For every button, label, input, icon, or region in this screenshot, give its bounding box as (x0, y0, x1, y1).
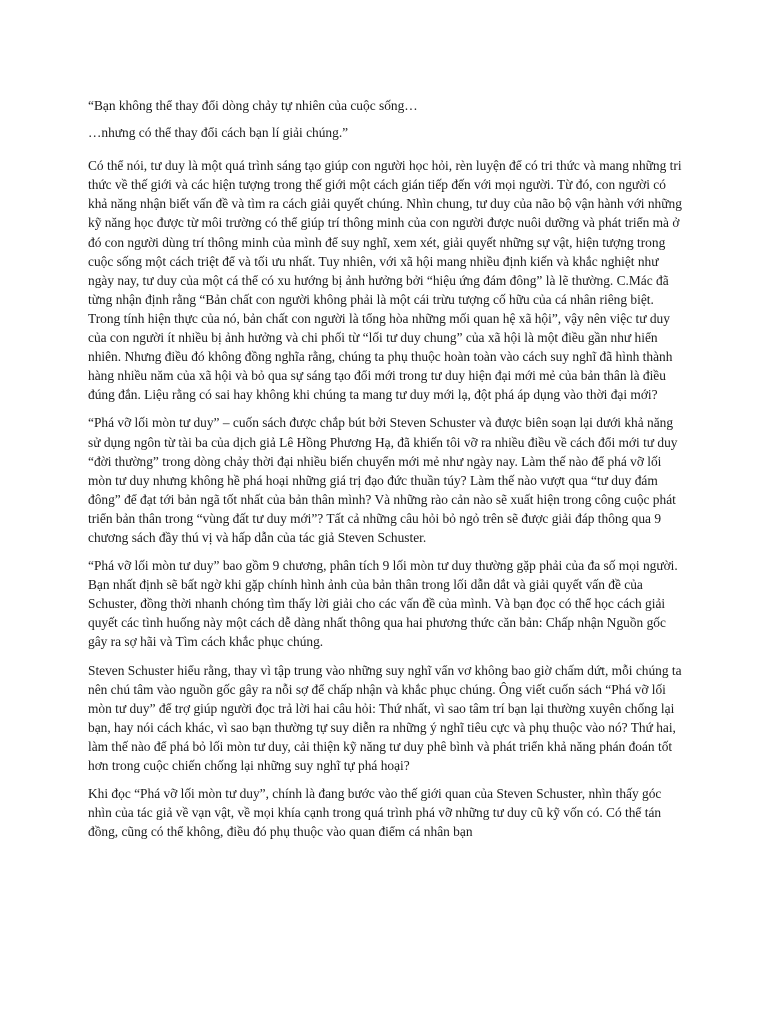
opening-quote-line-1: “Bạn không thể thay đổi dòng chảy tự nhiên của cuộc sống… (88, 98, 418, 113)
paragraph-intro: Có thể nói, tư duy là một quá trình sáng tạo giúp con người học hỏi, rèn luyện để có tri thức và mang những tri thức về thế giới và các hiện tượng trong thế giới một cách gián tiếp đến với mọi người. Từ đó, con người có khả năng nhận biết vấn đề và tìm ra cách giải quyết chúng. Nhìn chung, tư duy của não bộ vận hành với những kỹ năng học được từ môi trường có thể giúp trí thông minh của con người được nuôi dưỡng và phát triển mà ở đó con người dùng trí thông minh của mình để suy nghĩ, xem xét, giải quyết những sự vật, hiện tượng trong cuộc sống một cách triệt để và tối ưu nhất. Tuy nhiên, với xã hội mang nhiều định kiến và khắc nghiệt như ngày nay, tư duy của một cá thể có xu hướng bị ảnh hưởng bởi “hiệu ứng đám đông” là lẽ thường. C.Mác đã từng nhận định rằng “Bản chất con người không phải là một cái trừu tượng cố hữu của cá nhân riêng biệt. Trong tính hiện thực của nó, bản chất con người là tổng hòa những mối quan hệ xã hội”, vậy nên việc tư duy của con người ít nhiều bị ảnh hưởng và chi phối từ “lối tư duy chung” của xã hội là một điều gần như hiển nhiên. Nhưng điều đó không đồng nghĩa rằng, chúng ta phụ thuộc hoàn toàn vào cách suy nghĩ đã hình thành hàng nhiều năm của xã hội và bỏ qua sự sáng tạo đổi mới trong tư duy hiện đại mới mẻ của bản thân là điều đúng đắn. Liệu rằng có sai hay không khi chúng ta mang tư duy mới lạ, đột phá áp dụng vào thời đại mới? (88, 158, 682, 403)
paragraph-reading-experience: Khi đọc “Phá vỡ lối mòn tư duy”, chính là đang bước vào thế giới quan của Steven Schuster, nhìn thấy góc nhìn của tác giả về vạn vật, về mọi khía cạnh trong quá trình phá vỡ những tư duy cũ kỹ vốn có. Có thể tán đồng, cũng có thể không, điều đó phụ thuộc vào quan điểm cá nhân bạn (88, 786, 662, 840)
document-page (88, 96, 684, 850)
paragraph-book-structure: “Phá vỡ lối mòn tư duy” bao gồm 9 chương, phân tích 9 lối mòn tư duy thường gặp phải của đa số mọi người. Bạn nhất định sẽ bất ngờ khi gặp chính hình ảnh của bản thân trong lối dẫn dắt và giải quyết vấn đề của Schuster, đồng thời nhanh chóng tìm thấy lời giải cho các vấn đề của mình. Và bạn đọc có thể học cách giải quyết các tình huống này một cách dễ dàng nhất thông qua hai phương thức căn bản: Chấp nhận Nguồn gốc gây ra sợ hãi và Tìm cách khắc phục chúng. (88, 558, 678, 650)
opening-quote-line-2: …nhưng có thể thay đổi cách bạn lí giải chúng.” (88, 125, 349, 141)
paragraph-author-purpose: Steven Schuster hiểu rằng, thay vì tập trung vào những suy nghĩ vẩn vơ không bao giờ chấm dứt, mỗi chúng ta nên chú tâm vào nguồn gốc gây ra nỗi sợ để chấp nhận và khắc phục chúng. Ông viết cuốn sách “Phá vỡ lối mòn tư duy” để trợ giúp người đọc trả lời hai câu hỏi: Thứ nhất, vì sao tâm trí bạn lại thường xuyên chống lại bạn, hay nói cách khác, vì sao bạn thường tự suy diễn ra những ý nghĩ tiêu cực và phụ thuộc vào nó? Thứ hai, làm thế nào để phá bỏ lối mòn tư duy, cải thiện kỹ năng tư duy phê bình và phát triển khả năng phán đoán tốt hơn trong cuộc chiến chống lại những suy nghĩ tự phá hoại? (88, 662, 682, 773)
paragraph-book-introduction: “Phá vỡ lối mòn tư duy” – cuốn sách được chắp bút bởi Steven Schuster và được biên soạn lại dưới khả năng sử dụng ngôn từ tài ba của dịch giả Lê Hồng Phương Hạ, đã khiến tôi vỡ ra nhiều điều về cách đổi mới tư duy “đời thường” trong dòng chảy thời đại nhiều biến chuyển mới mẻ như ngày nay. Làm thế nào để phá vỡ lối mòn tư duy nhưng không hề phá hoại những giá trị đạo đức thuần túy? Làm thế nào vượt qua “tư duy đám đông” để đạt tới bản ngã tốt nhất của bản thân mình? Và những rào cản nào sẽ xuất hiện trong công cuộc phát triển bản thân trong “vùng đất tư duy mới”? Tất cả những câu hỏi bỏ ngỏ trên sẽ được giải đáp thông qua 9 chương sách đầy thú vị và hấp dẫn của tác giả Steven Schuster. (88, 415, 678, 545)
